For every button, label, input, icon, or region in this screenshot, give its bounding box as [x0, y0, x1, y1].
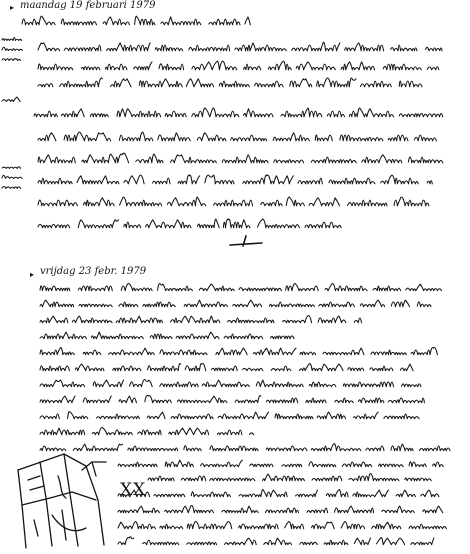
margin-note: [2, 37, 22, 40]
entry-1-bullet: ▸: [10, 3, 15, 12]
handwriting-line: [40, 347, 437, 354]
margin-note: [2, 47, 23, 50]
handwriting-line: [40, 395, 424, 402]
margin-note: [2, 175, 22, 178]
handwriting-line: [40, 363, 413, 370]
handwriting-line: [148, 473, 431, 480]
margin-note: [2, 97, 20, 101]
handwriting-line: [38, 153, 443, 163]
handwriting-line: [118, 489, 439, 496]
handwriting-line: [40, 427, 254, 434]
margin-notes: [2, 37, 23, 188]
handwriting-line: [38, 219, 341, 228]
sketch-mark: XX: [120, 480, 147, 500]
handwriting-line: [40, 300, 431, 307]
handwriting-line: [40, 332, 294, 339]
handwriting-line: [38, 78, 422, 87]
handwriting-line: [40, 379, 421, 386]
handwriting-line: [40, 283, 442, 290]
handwriting-line: [22, 16, 250, 25]
handwriting-line: [118, 460, 443, 467]
textile-sketch: [18, 454, 106, 548]
handwriting-line: [118, 537, 434, 545]
entry-1-date: maandag 19 februari 1979: [20, 0, 156, 11]
handwriting-line: [38, 197, 429, 206]
handwriting-line: [118, 505, 443, 512]
handwriting-line: [38, 175, 432, 184]
margin-note: [2, 59, 21, 61]
entry-separator: [230, 236, 262, 246]
margin-note: [2, 167, 21, 169]
margin-note: [2, 186, 21, 188]
entry-2-date: vrijdag 23 febr. 1979: [40, 266, 147, 277]
handwriting-line: [40, 315, 362, 322]
handwriting-line: [34, 108, 443, 117]
handwriting-line: [118, 522, 446, 529]
handwriting-line: [40, 411, 419, 418]
handwriting-line: [40, 443, 450, 450]
handwriting-line: [38, 132, 436, 141]
handwriting-line: [38, 42, 442, 51]
handwriting-line: [38, 61, 439, 70]
entry-2-bullet: ▸: [30, 270, 35, 279]
